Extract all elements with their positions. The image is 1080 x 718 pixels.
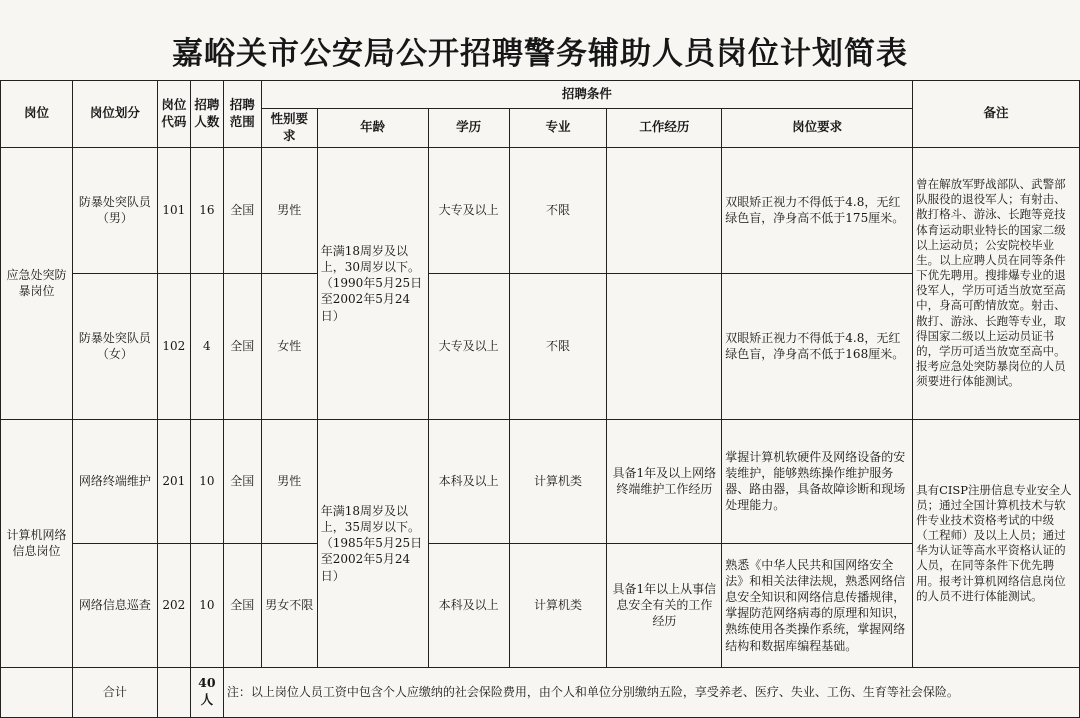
- req-cell: 双眼矫正视力不得低于4.8，无红绿色盲，净身高不低于175厘米。: [722, 147, 913, 273]
- document-title: 嘉峪关市公安局公开招聘警务辅助人员岗位计划简表: [172, 36, 908, 72]
- code-cell: 201: [157, 419, 190, 543]
- exp-cell: [607, 147, 722, 273]
- header-nianling: 年龄: [317, 109, 428, 148]
- req-cell: 掌握计算机软硬件及网络设备的安装维护，能够熟练操作维护服务器、路由器，具备故障诊断和现场处理能力。: [722, 419, 913, 543]
- total-count: 40人: [190, 667, 223, 717]
- header-yaoqiu: 岗位要求: [722, 109, 913, 148]
- category-cell: 应急处突防暴岗位: [1, 147, 73, 419]
- gender-cell: 女性: [261, 273, 317, 419]
- division-cell: 网络终端维护: [72, 419, 157, 543]
- division-cell: 防暴处突队员（女）: [72, 273, 157, 419]
- total-row: [1, 667, 1080, 717]
- total-blank-cell: [157, 667, 190, 717]
- major-cell: 计算机类: [509, 419, 607, 543]
- total-note: 注：以上岗位人员工资中包含个人应缴纳的社会保险费用，由个人和单位分别缴纳五险，享受养老、医疗、失业、工伤、生育等社会保险。: [223, 667, 1079, 717]
- header-fanwei: 招聘范围: [223, 81, 261, 148]
- header-zhuanye: 专业: [509, 109, 607, 148]
- edu-cell: 大专及以上: [428, 273, 509, 419]
- major-cell: 不限: [509, 273, 607, 419]
- header-gangwei: 岗位: [1, 81, 73, 148]
- division-cell: 网络信息巡查: [72, 543, 157, 667]
- note-cell: 具有CISP注册信息专业安全人员；通过全国计算机技术与软件专业技术资格考试的中级（工程师）及以上人员；通过华为认证等高水平资格认证的人员，在同等条件下优先聘用。报考计算机网络信息岗位的人员不进行体能测试。: [913, 419, 1080, 667]
- gender-cell: 男女不限: [261, 543, 317, 667]
- gender-cell: 男性: [261, 419, 317, 543]
- edu-cell: 大专及以上: [428, 147, 509, 273]
- exp-cell: 具备1年以上从事信息安全有关的工作经历: [607, 543, 722, 667]
- req-cell: 熟悉《中华人民共和国网络安全法》和相关法律法规，熟悉网络信息安全知识和网络信息传播规律，掌握防范网络病毒的原理和知识，熟练使用各类操作系统，掌握网络结构和数据库编程基础。: [722, 543, 913, 667]
- count-cell: 10: [190, 419, 223, 543]
- code-cell: 101: [157, 147, 190, 273]
- scope-cell: 全国: [223, 543, 261, 667]
- count-cell: 4: [190, 273, 223, 419]
- total-blank-cell: [1, 667, 73, 717]
- header-jingli: 工作经历: [607, 109, 722, 148]
- header-xingbie: 性别要求: [261, 109, 317, 148]
- edu-cell: 本科及以上: [428, 543, 509, 667]
- exp-cell: 具备1年及以上网络终端维护工作经历: [607, 419, 722, 543]
- header-daima: 岗位代码: [157, 81, 190, 148]
- major-cell: 不限: [509, 147, 607, 273]
- age-cell: 年满18周岁及以上，30周岁以下。（1990年5月25日至2002年5月24日）: [317, 147, 428, 419]
- gender-cell: 男性: [261, 147, 317, 273]
- header-tiaojian: 招聘条件: [261, 81, 912, 109]
- header-beizhu: 备注: [913, 81, 1080, 148]
- req-cell: 双眼矫正视力不得低于4.8，无红绿色盲，净身高不低于168厘米。: [722, 273, 913, 419]
- code-cell: 202: [157, 543, 190, 667]
- header-renshu: 招聘人数: [190, 81, 223, 148]
- exp-cell: [607, 273, 722, 419]
- header-xueli: 学历: [428, 109, 509, 148]
- major-cell: 计算机类: [509, 543, 607, 667]
- count-cell: 16: [190, 147, 223, 273]
- code-cell: 102: [157, 273, 190, 419]
- scope-cell: 全国: [223, 419, 261, 543]
- note-cell: 曾在解放军野战部队、武警部队服役的退役军人；有射击、散打格斗、游泳、长跑等竞技体育运动职业特长的国家二级以上运动员；公安院校毕业生。以上应聘人员在同等条件下优先聘用。搜排爆专业的退役军人，学历可适当放宽至高中，身高可酌情放宽。射击、散打、游泳、长跑等专业，取得国家二级以上运动员证书的，学历可适当放宽至高中。报考应急处突防暴岗位的人员须要进行体能测试。: [913, 147, 1080, 419]
- table-row: [1, 147, 1080, 273]
- count-cell: 10: [190, 543, 223, 667]
- age-cell: 年满18周岁及以上，35周岁以下。（1985年5月25日至2002年5月24日）: [317, 419, 428, 667]
- division-cell: 防暴处突队员（男）: [72, 147, 157, 273]
- edu-cell: 本科及以上: [428, 419, 509, 543]
- scope-cell: 全国: [223, 273, 261, 419]
- scope-cell: 全国: [223, 147, 261, 273]
- table-row: [1, 419, 1080, 543]
- category-cell: 计算机网络信息岗位: [1, 419, 73, 667]
- header-huafen: 岗位划分: [72, 81, 157, 148]
- header-row-1: [1, 81, 1080, 109]
- total-label: 合计: [72, 667, 157, 717]
- recruitment-table: [0, 80, 1080, 718]
